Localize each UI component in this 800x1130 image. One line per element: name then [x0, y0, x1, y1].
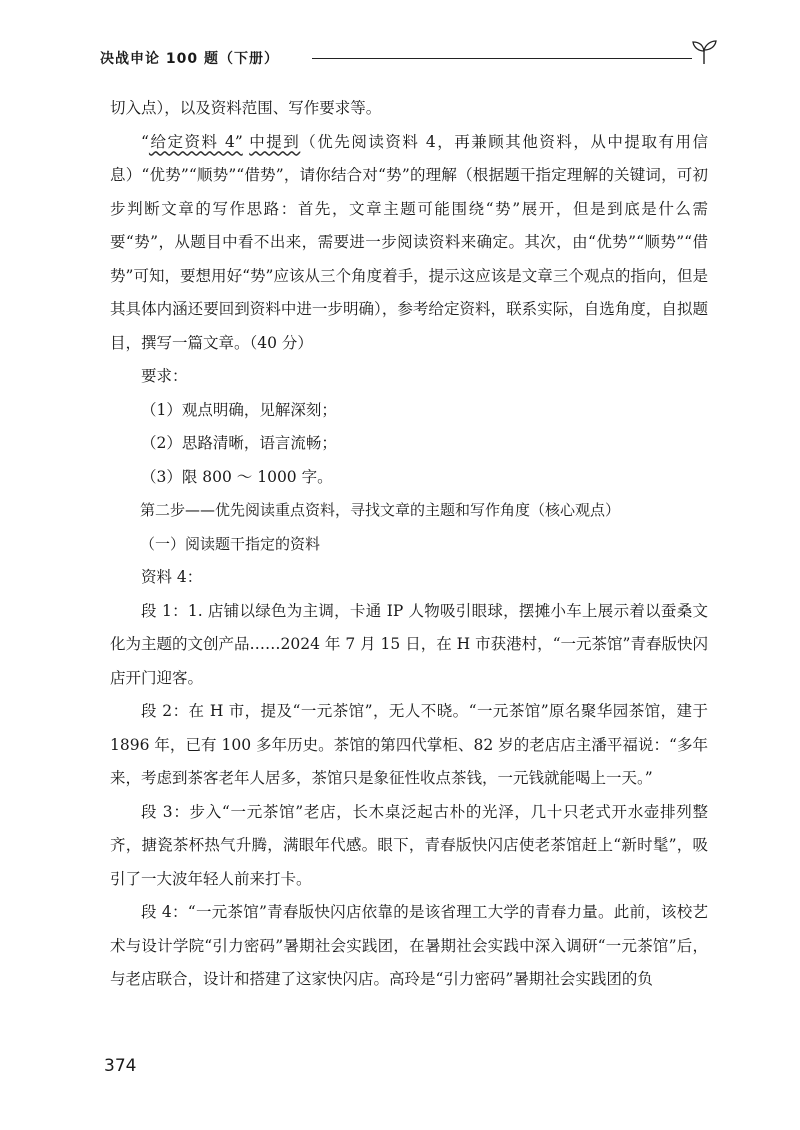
requirement-2: （2）思路清晰，语言流畅；	[141, 434, 337, 452]
segment-2: 段 2：在 H 市，提及“一元茶馆”，无人不晓。“一元茶馆”原名聚华园茶馆，建于 1896 年，已有 100 多年历史。茶馆的第四代掌柜、82 岁的老店店主潘平福说：“多年来，考虑到茶客老年人居多，茶馆只是象征性收点茶钱，一元钱就能喝上一天。”	[110, 702, 708, 787]
header-rule	[312, 58, 692, 59]
quote-open: “	[141, 132, 149, 151]
segment-4: 段 4：“一元茶馆”青春版快闪店依靠的是该省理工大学的青春力量。此前，该校艺术与设计学院“引力密码”暑期社会实践团，在暑期社会实践中深入调研“一元茶馆”后，与老店联合，设计和搭建了这家快闪店。高玲是“引力密码”暑期社会实践团的负	[110, 903, 708, 988]
segment-3: 段 3：步入“一元茶馆”老店，长木桌泛起古朴的光泽，几十只老式开水壶排列整齐，搪瓷茶杯热气升腾，满眼年代感。眼下，青春版快闪店使老茶馆赶上“新时髦”，吸引了一大波年轻人前来打卡。	[110, 802, 708, 888]
requirements-title: 要求：	[141, 367, 188, 385]
sprout-icon	[690, 38, 718, 66]
material-4-label: 资料 4：	[141, 568, 203, 586]
prompt-analysis-text: （优先阅读资料 4，再兼顾其他资料，从中提取有用信息）“优势”“顺势”“借势”，请你结合对“势”的理解（根据题干指定理解的关键词，可初步判断文章的写作思路：首先，文章主题可能围绕“势”展开，但是到底是什么需要“势”，从题目中看不出来，需要进一步阅读资料来确定。其次，由“优势”“顺势”“借势”可知，要想用好“势”应该从三个角度着手，提示这应该是文章三个观点的指向，但是其具体内涵还要回到资料中进一步明确），参考给定资料，联系实际，自选角度，自拟题目，撰写一篇文章。（40 分）	[110, 132, 708, 352]
subsection-heading: （一）阅读题干指定的资料	[140, 534, 321, 553]
wavy-underline-material: 给定资料 4”	[148, 132, 243, 151]
page-number: 374	[104, 1056, 137, 1076]
step-2-heading: 第二步——优先阅读重点资料，寻找文章的主题和写作角度（核心观点）	[140, 501, 621, 519]
running-header	[100, 44, 718, 74]
body-text	[110, 92, 708, 997]
paragraph-prompt-analysis	[110, 126, 708, 361]
segment-1: 段 1：1. 店铺以绿色为主调，卡通 IP 人物吸引眼球，摆摊小车上展示着以蚕桑文化为主题的文创产品……2024 年 7 月 15 日，在 H 市获港村，“一元茶馆”青春版快闪店开门迎客。	[110, 601, 708, 687]
wavy-underline-mention: 中提到	[249, 132, 301, 151]
paragraph-continuation: 切入点），以及资料范围、写作要求等。	[110, 99, 382, 117]
header-title: 决战申论 100 题（下册）	[100, 51, 279, 67]
requirement-3: （3）限 800 ～ 1000 字。	[141, 467, 333, 486]
requirement-1: （1）观点明确，见解深刻；	[141, 400, 337, 419]
